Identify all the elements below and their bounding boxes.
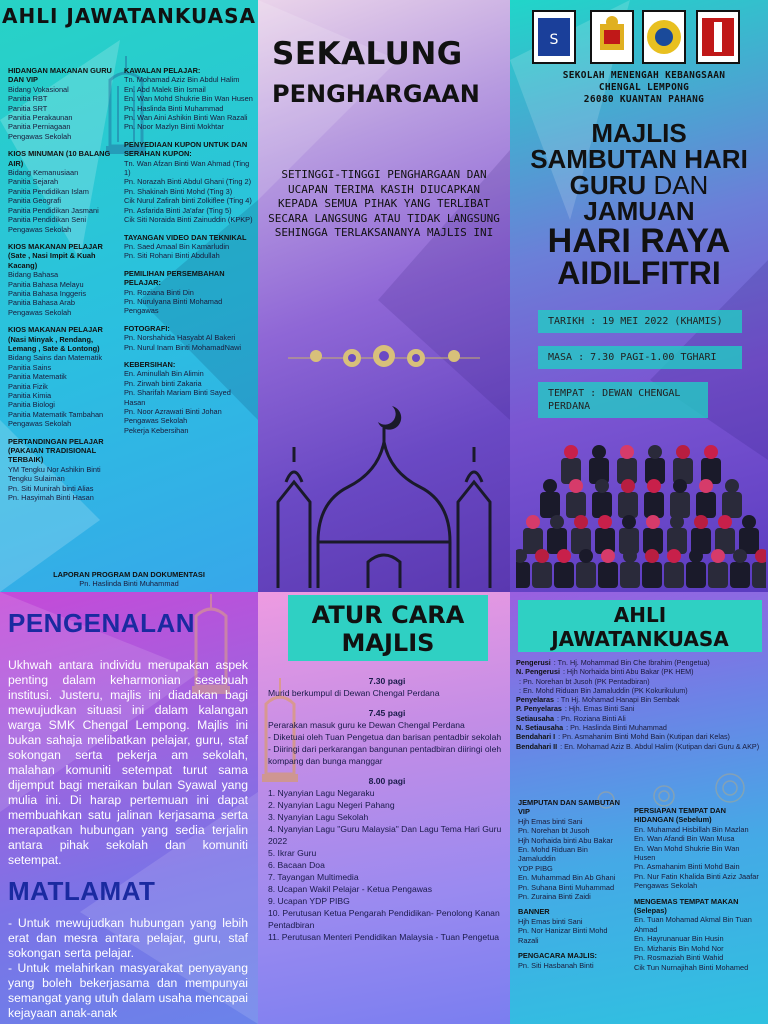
objective-text [8, 916, 248, 1021]
role-row [516, 714, 768, 723]
role-name: : Hjh. Emas Binti Sani [564, 704, 635, 714]
programme-item: 5. Ikrar Guru [268, 848, 317, 858]
member-name: En. Abd Malek Bin Ismail [124, 84, 206, 94]
member-name: Hjh Emas binti Sani [518, 916, 583, 926]
person-body [642, 562, 662, 588]
member-name: Pn. Zirwah binti Zakaria [124, 378, 202, 388]
appreciation-text: SETINGGI-TINGGI PENGHARGAAN DAN UCAPAN TERIMA KASIH DIUCAPKAN KEPADA SEMUA PIHAK YANG TERLIBAT SECARA LANGSUNG ATAU TIDAK LANGSUNG SEHINGGA TERLAKSANANYA MAJLIS INI [268, 168, 500, 239]
person-head [689, 549, 703, 563]
person-body [696, 492, 716, 518]
person-head [711, 549, 725, 563]
programme-item: Perarakan masuk guru ke Dewan Chengal Perdana [268, 720, 465, 730]
person-head [543, 479, 557, 493]
role-row [516, 686, 768, 695]
member-name: Pengawas Sekolah [8, 307, 72, 317]
programme-title-line2: MAJLIS [341, 629, 435, 657]
appreciation-title-line2: PENGHARGAAN [272, 80, 480, 108]
member-name: Bidang Bahasa [8, 270, 59, 280]
role-name: : Pn. Norehan bt Jusoh (PK Pentadbiran) [519, 676, 650, 686]
role-row [516, 658, 768, 667]
person-body [686, 562, 706, 588]
section-heading: PENYEDIAAN KUPON UNTUK DAN SERAHAN KUPON: [124, 139, 248, 159]
member-name: Bidang Vokasional [8, 84, 69, 94]
person-body [566, 492, 586, 518]
committee-panel-right [510, 592, 768, 1024]
section-heading: KIOS MAKANAN PELAJAR (Sate , Nasi Impit & Kuah Kacang) [8, 241, 103, 270]
member-name: Panitia Geografi [8, 196, 61, 206]
section-heading: FOTOGRAFI: [124, 323, 170, 333]
documentation-section [0, 570, 258, 589]
role-title: Bendahari II [516, 741, 558, 751]
programme-item: 1. Nyanyian Lagu Negaraku [268, 788, 375, 798]
role-name: : Tn Hj. Mohamad Hanapi Bin Sembak [556, 695, 680, 705]
committee-right-column-2 [634, 806, 762, 972]
section-heading: BANNER [518, 907, 550, 917]
member-name: Pengawas Sekolah [124, 416, 188, 426]
member-name: Panitia Pendidikan Islam [8, 186, 89, 196]
role-row [516, 742, 768, 751]
member-name: Panitia Bahasa Melayu [8, 279, 84, 289]
member-name: En. Mizhanis Bin Mohd Nor [634, 943, 724, 953]
member-name: Panitia Perakaunan [8, 113, 73, 123]
person-body [576, 562, 596, 588]
member-name: Panitia Perniagaan [8, 122, 71, 132]
role-name: : Pn. Asmahanim Binti Mohd Bain (Kutipan dari Kelas) [558, 732, 730, 742]
member-name: Pengawas [124, 306, 159, 316]
member-name: Pn. Saed Amaal Bin Kamarludin [124, 241, 230, 251]
person-body [554, 562, 574, 588]
person-head [667, 549, 681, 563]
member-name: Pn. Norshahida Hasyabt Al Bakeri [124, 333, 236, 343]
person-head [526, 515, 540, 529]
person-head [646, 515, 660, 529]
school-logo-icon [532, 10, 576, 64]
introduction-panel [0, 592, 258, 1024]
introduction-heading: PENGENALAN [8, 608, 196, 638]
role-name: : En. Mohd Riduan Bin Jamaluddin (PK Kokurikulum) [519, 685, 688, 695]
role-row [516, 695, 768, 704]
member-name: Panitia Biologi [8, 400, 55, 410]
member-name: Panitia Pendidikan Seni [8, 215, 87, 225]
member-name: Cik Tun Nurnajihah Binti Mohamed [634, 962, 749, 972]
school-name-line1: SEKOLAH MENENGAH KEBANGSAAN [562, 70, 726, 81]
person-body [708, 562, 728, 588]
programme-time: 7.30 pagi [368, 676, 406, 686]
member-name: Pn. Hasyimah Binti Hasan [8, 493, 94, 503]
committee-title: AHLI JAWATANKUASA [2, 4, 256, 28]
school-address: 26080 KUANTAN PAHANG [583, 94, 705, 105]
event-title-dan: DAN [646, 170, 709, 200]
person-head [595, 479, 609, 493]
member-name: Pn. Haslinda Binti Muhammad [124, 103, 224, 113]
person-body [598, 562, 618, 588]
person-head [742, 515, 756, 529]
member-name: Cik Siti Noraida Binti Zainuddin (KPKP) [124, 215, 253, 225]
member-name: Pengawas Sekolah [8, 419, 72, 429]
member-name: Hjh Norhaida binti Abu Bakar [518, 835, 613, 845]
member-name: Pn. Siti Munirah binti Alias [8, 483, 94, 493]
committee-panel-left [0, 0, 258, 592]
event-title [510, 118, 768, 291]
section-heading: JEMPUTAN DAN SAMBUTAN VIP [518, 798, 620, 817]
section-heading: PERTANDINGAN PELAJAR (PAKAIAN TRADISIONAL TERBAIK) [8, 436, 104, 465]
role-name: : Hjh Norhaida binti Abu Bakar (PK HEM) [562, 667, 694, 677]
member-name: Pengawas Sekolah [634, 881, 698, 891]
person-head [718, 515, 732, 529]
programme-item: 4. Nyanyian Lagu "Guru Malaysia" Dan Lagu Tema Hari Guru 2022 [268, 824, 502, 846]
member-name: YDP PIBG [518, 863, 553, 873]
person-head [620, 445, 634, 459]
member-name: Panitia Bahasa Arab [8, 298, 75, 308]
event-title-line4: JAMUAN [583, 196, 695, 226]
member-name: Pengawas Sekolah [8, 131, 72, 141]
member-name: Pn. Nurulyana Binti Mohamad [124, 296, 223, 306]
person-body [722, 492, 742, 518]
member-name: Pn. Norazah Binti Abdul Ghani (Ting 2) [124, 177, 252, 187]
role-row [516, 677, 768, 686]
person-head [623, 549, 637, 563]
member-name: Pn. Nur Fatin Khalida Binti Aziz Jaafar [634, 871, 759, 881]
programme-item: 8. Ucapan Wakil Pelajar - Ketua Pengawas [268, 884, 433, 894]
programme-time: 8.00 pagi [368, 776, 406, 786]
member-name: Pn. Asmahanim Binti Mohd Bain [634, 862, 740, 872]
person-head [694, 515, 708, 529]
programme-title-line1: ATUR CARA [311, 601, 465, 629]
person-head [704, 445, 718, 459]
appreciation-panel [258, 0, 510, 592]
person-head [645, 549, 659, 563]
person-head [550, 515, 564, 529]
member-name: Pn. Rosmaziah Binti Wahid [634, 953, 724, 963]
person-body [620, 562, 640, 588]
programme-item: 3. Nyanyian Lagu Sekolah [268, 812, 369, 822]
person-head [574, 515, 588, 529]
district-logo-icon [696, 10, 740, 64]
member-name: Panitia Matematik Tambahan [8, 409, 104, 419]
date-box: TARIKH : 19 MEI 2022 (KHAMIS) [538, 310, 742, 333]
member-name: Pn. Nurul Inam Binti MohamadNawi [124, 342, 242, 352]
committee-title-2 [518, 600, 762, 652]
section-heading: PEMILIHAN PERSEMBAHAN PELAJAR: [124, 268, 225, 288]
committee-roles [516, 658, 768, 751]
member-name: Panitia Sains [8, 362, 52, 372]
malaysia-crest-icon [590, 10, 634, 64]
person-body [532, 562, 552, 588]
section-heading: MENGEMAS TEMPAT MAKAN (Selepas) [634, 896, 739, 916]
member-name: Hjh Emas binti Sani [518, 816, 583, 826]
documentation-heading: LAPORAN PROGRAM DAN DOKUMENTASI [53, 570, 205, 579]
documentation-name: Pn. Haslinda Binti Muhammad [79, 579, 179, 589]
role-title: Setiausaha [516, 713, 554, 723]
member-name: En. Muhamad Hisbillah Bin Mazlan [634, 824, 749, 834]
committee-left-column-2 [518, 798, 624, 970]
role-row [516, 723, 768, 732]
member-name: En. Hayrunanuar Bin Husin [634, 934, 724, 944]
programme-item: Murid berkumpul di Dewan Chengal Perdana [268, 688, 440, 698]
person-head [598, 515, 612, 529]
section-heading: HIDANGAN MAKANAN GURU DAN VIP [8, 66, 112, 85]
group-photo [516, 422, 766, 592]
member-name: Bidang Kemanusiaan [8, 168, 79, 178]
programme-panel [258, 592, 510, 1024]
person-head [648, 445, 662, 459]
role-row [516, 704, 768, 713]
time-box: MASA : 7.30 PAGI-1.00 TGHARI [538, 346, 742, 369]
committee-left-column [8, 66, 122, 502]
section-heading: PERSIAPAN TEMPAT DAN HIDANGAN (Sebelum) [634, 806, 726, 825]
member-name: En. Wan Mohd Shukrie Bin Wan Husen [124, 94, 253, 104]
person-head [564, 445, 578, 459]
programme-item: 10. Perutusan Ketua Pengarah Pendidikan- Penolong Kanan Pentadbiran [268, 908, 500, 930]
member-name: YM Tengku Nor Ashikin Binti Tengku Sulaiman [8, 464, 101, 484]
section-heading: KAWALAN PELAJAR: [124, 66, 201, 75]
person-body [644, 492, 664, 518]
person-body [618, 492, 638, 518]
member-name: Pn. Siti Hasbanah Binti [518, 960, 594, 970]
ministry-logo-icon [642, 10, 686, 64]
event-title-line2: SAMBUTAN HARI [530, 144, 748, 174]
section-heading: TAYANGAN VIDEO DAN TEKNIKAL [124, 232, 247, 242]
member-name: Pn. Roziana Binti Din [124, 287, 194, 297]
role-title: N. Setiausaha [516, 723, 564, 733]
role-name: : Pn. Roziana Binti Ali [556, 713, 626, 723]
event-title-guru: GURU [569, 170, 647, 200]
programme-time: 7.45 pagi [368, 708, 406, 718]
person-head [535, 549, 549, 563]
person-body [540, 492, 560, 518]
role-name: : Tn. Hj. Mohammad Bin Che Ibrahim (Pengetua) [553, 658, 710, 667]
member-name: Pn. Siti Rohani Binti Abdullah [124, 251, 220, 261]
person-head [601, 549, 615, 563]
member-name: Pn. Nor Hanizar Binti Mohd Razali [518, 926, 608, 945]
member-name: Pn. Shakinah Binti Mohd (Ting 3) [124, 186, 233, 196]
member-name: Pengawas Sekolah [8, 224, 72, 234]
programme-item: 2. Nyanyian Lagu Negeri Pahang [268, 800, 395, 810]
programme-item: 9. Ucapan YDP PIBG [268, 896, 350, 906]
person-head [579, 549, 593, 563]
programme-item: 7. Tayangan Multimedia [268, 872, 359, 882]
member-name: Pn. Suhana Binti Muhammad [518, 882, 615, 892]
member-name: Panitia Bahasa Inggeris [8, 288, 87, 298]
role-title: P. Penyelaras [516, 704, 562, 714]
committee-right-column [124, 66, 254, 435]
event-title-line6: AIDILFITRI [557, 255, 721, 291]
member-name: En. Wan Mohd Shukrie Bin Wan Husen [634, 843, 740, 863]
objective-item: - Untuk mewujudkan hubungan yang lebih erat dan mesra antara pelajar, guru, staf sokongan serta pelajar. [8, 916, 248, 960]
section-heading: KEBERSIHAN: [124, 359, 176, 369]
objective-item: - Untuk melahirkan masyarakat penyayang yang boleh bekerjasama dan mempunyai semangat yang utuh dalam usaha mencapai kejayaan anak-anak [8, 961, 248, 1020]
member-name: Pn. Norehan bt Jusoh [518, 826, 590, 836]
person-body [752, 562, 766, 588]
member-name: En. Tuan Mohamad Akmal Bin Tuan Ahmad [634, 915, 752, 934]
role-name: : En. Mohamad Aziz B. Abdul Halim (Kutipan dari Guru & AKP) [560, 741, 760, 751]
committee-title-line1: AHLI [613, 603, 667, 627]
section-heading: PENGACARA MAJLIS: [518, 951, 597, 961]
person-body [670, 492, 690, 518]
person-head [592, 445, 606, 459]
person-head [673, 479, 687, 493]
programme-item: - Diketuai oleh Tuan Pengetua dan barisan pentadbir sekolah [268, 732, 502, 742]
member-name: Panitia SRT [8, 103, 48, 113]
person-head [733, 549, 747, 563]
person-head [676, 445, 690, 459]
role-name: : Pn. Haslinda Binti Muhammad [566, 723, 667, 733]
role-title: Bendahari I [516, 732, 556, 742]
member-name: Panitia Fizik [8, 381, 48, 391]
role-row [516, 732, 768, 741]
member-name: Pn. Sharifah Mariam Binti Sayed Hasan [124, 388, 231, 407]
person-head [699, 479, 713, 493]
venue-box: TEMPAT : DEWAN CHENGAL PERDANA [538, 382, 708, 418]
member-name: Pn. Wan Aini Ashikin Binti Wan Razali [124, 113, 248, 123]
member-name: Cik Nurul Zafirah binti Zolkiflee (Ting 4) [124, 196, 252, 206]
member-name: Pn. Noor Mazlyn Binti Mokhtar [124, 122, 224, 132]
programme-item: - Diiringi dari perkarangan bangunan pentadbiran diiringi oleh kompang dan bunga manggar [268, 744, 502, 766]
school-name [524, 70, 764, 106]
role-title: N. Pengerusi [516, 667, 560, 677]
person-head [725, 479, 739, 493]
svg-text:S: S [549, 32, 559, 48]
member-name: Panitia Sejarah [8, 177, 59, 187]
event-title-line1: MAJLIS [591, 118, 687, 148]
event-title-line5: HARI RAYA [547, 222, 731, 260]
ornament-row-icon [258, 338, 510, 378]
person-head [569, 479, 583, 493]
introduction-text: Ukhwah antara individu merupakan aspek penting dalam keharmonian sesebuah institusi. Justeru, majlis ini diadakan bagi mewujudkan situasi ini dalam kalangan warga SMK Chengal Lempong. Majlis ini bukan sahaja melibatkan pelajar, guru, staf sokongan serta pekerja am sekolah, malahan komuniti setempat turut sama dijemput bagi meraikan bulan Syawal yang mulia ini. Di harap pertemuan ini dapat membuahkan satu jalinan kerjasama serta merapatkan hubungan yang sedia terjalin antara pihak sekolah dan komuniti setempat. [8, 658, 248, 867]
role-title: Penyelaras [516, 695, 554, 705]
programme-item: 11. Perutusan Menteri Pendidikan Malaysia - Tuan Pengetua [268, 932, 500, 942]
member-name: Pn. Zuraina Binti Zaidi [518, 892, 591, 902]
person-body [730, 562, 750, 588]
member-name: Panitia Pendidikan Jasmani [8, 205, 99, 215]
person-head [647, 479, 661, 493]
event-cover-panel [510, 0, 768, 592]
mosque-icon [258, 392, 510, 592]
person-head [670, 515, 684, 529]
person-head [557, 549, 571, 563]
person-body [592, 492, 612, 518]
programme-list [268, 675, 506, 943]
member-name: Panitia Kimia [8, 391, 52, 400]
member-name: Tn. Mohamad Aziz Bin Abdul Halim [124, 75, 240, 85]
member-name: Tn. Wan Afzan Binti Wan Ahmad (Ting 1) [124, 158, 250, 178]
member-name: En. Wan Afandi Bin Wan Musa [634, 834, 735, 844]
section-heading: KIOS MAKANAN PELAJAR (Nasi Minyak , Rendang, Lemang , Sate & Lontong) [8, 325, 103, 353]
person-head [621, 479, 635, 493]
member-name: Panitia Matematik [8, 372, 67, 382]
committee-title-line2: JAWATANKUASA [551, 627, 729, 651]
appreciation-title-line1: SEKALUNG [272, 36, 463, 72]
member-name: Pn. Asfarida Binti Ja'afar (Ting 5) [124, 205, 232, 215]
member-name: Panitia RBT [8, 94, 48, 104]
objective-heading: MATLAMAT [8, 876, 156, 906]
member-name: Bidang Sains dan Matematik [8, 353, 103, 363]
member-name: En. Aminullah Bin Alimin [124, 369, 204, 379]
school-name-line2: CHENGAL LEMPONG [598, 82, 690, 93]
member-name: En. Mohd Riduan Bin Jamaluddin [518, 845, 588, 864]
section-heading: KIOS MINUMAN (10 BALANG AIR) [8, 149, 111, 168]
member-name: En. Muhammad Bin Ab Ghani [518, 873, 616, 883]
role-title: Pengerusi [516, 658, 551, 667]
person-body [664, 562, 684, 588]
role-row [516, 667, 768, 676]
person-head [622, 515, 636, 529]
person-body [516, 562, 530, 588]
member-name: Pekerja Kebersihan [124, 425, 189, 435]
programme-title [288, 595, 488, 661]
programme-item: 6. Bacaan Doa [268, 860, 325, 870]
member-name: Pn. Noor Azrawati Binti Johan [124, 407, 222, 416]
